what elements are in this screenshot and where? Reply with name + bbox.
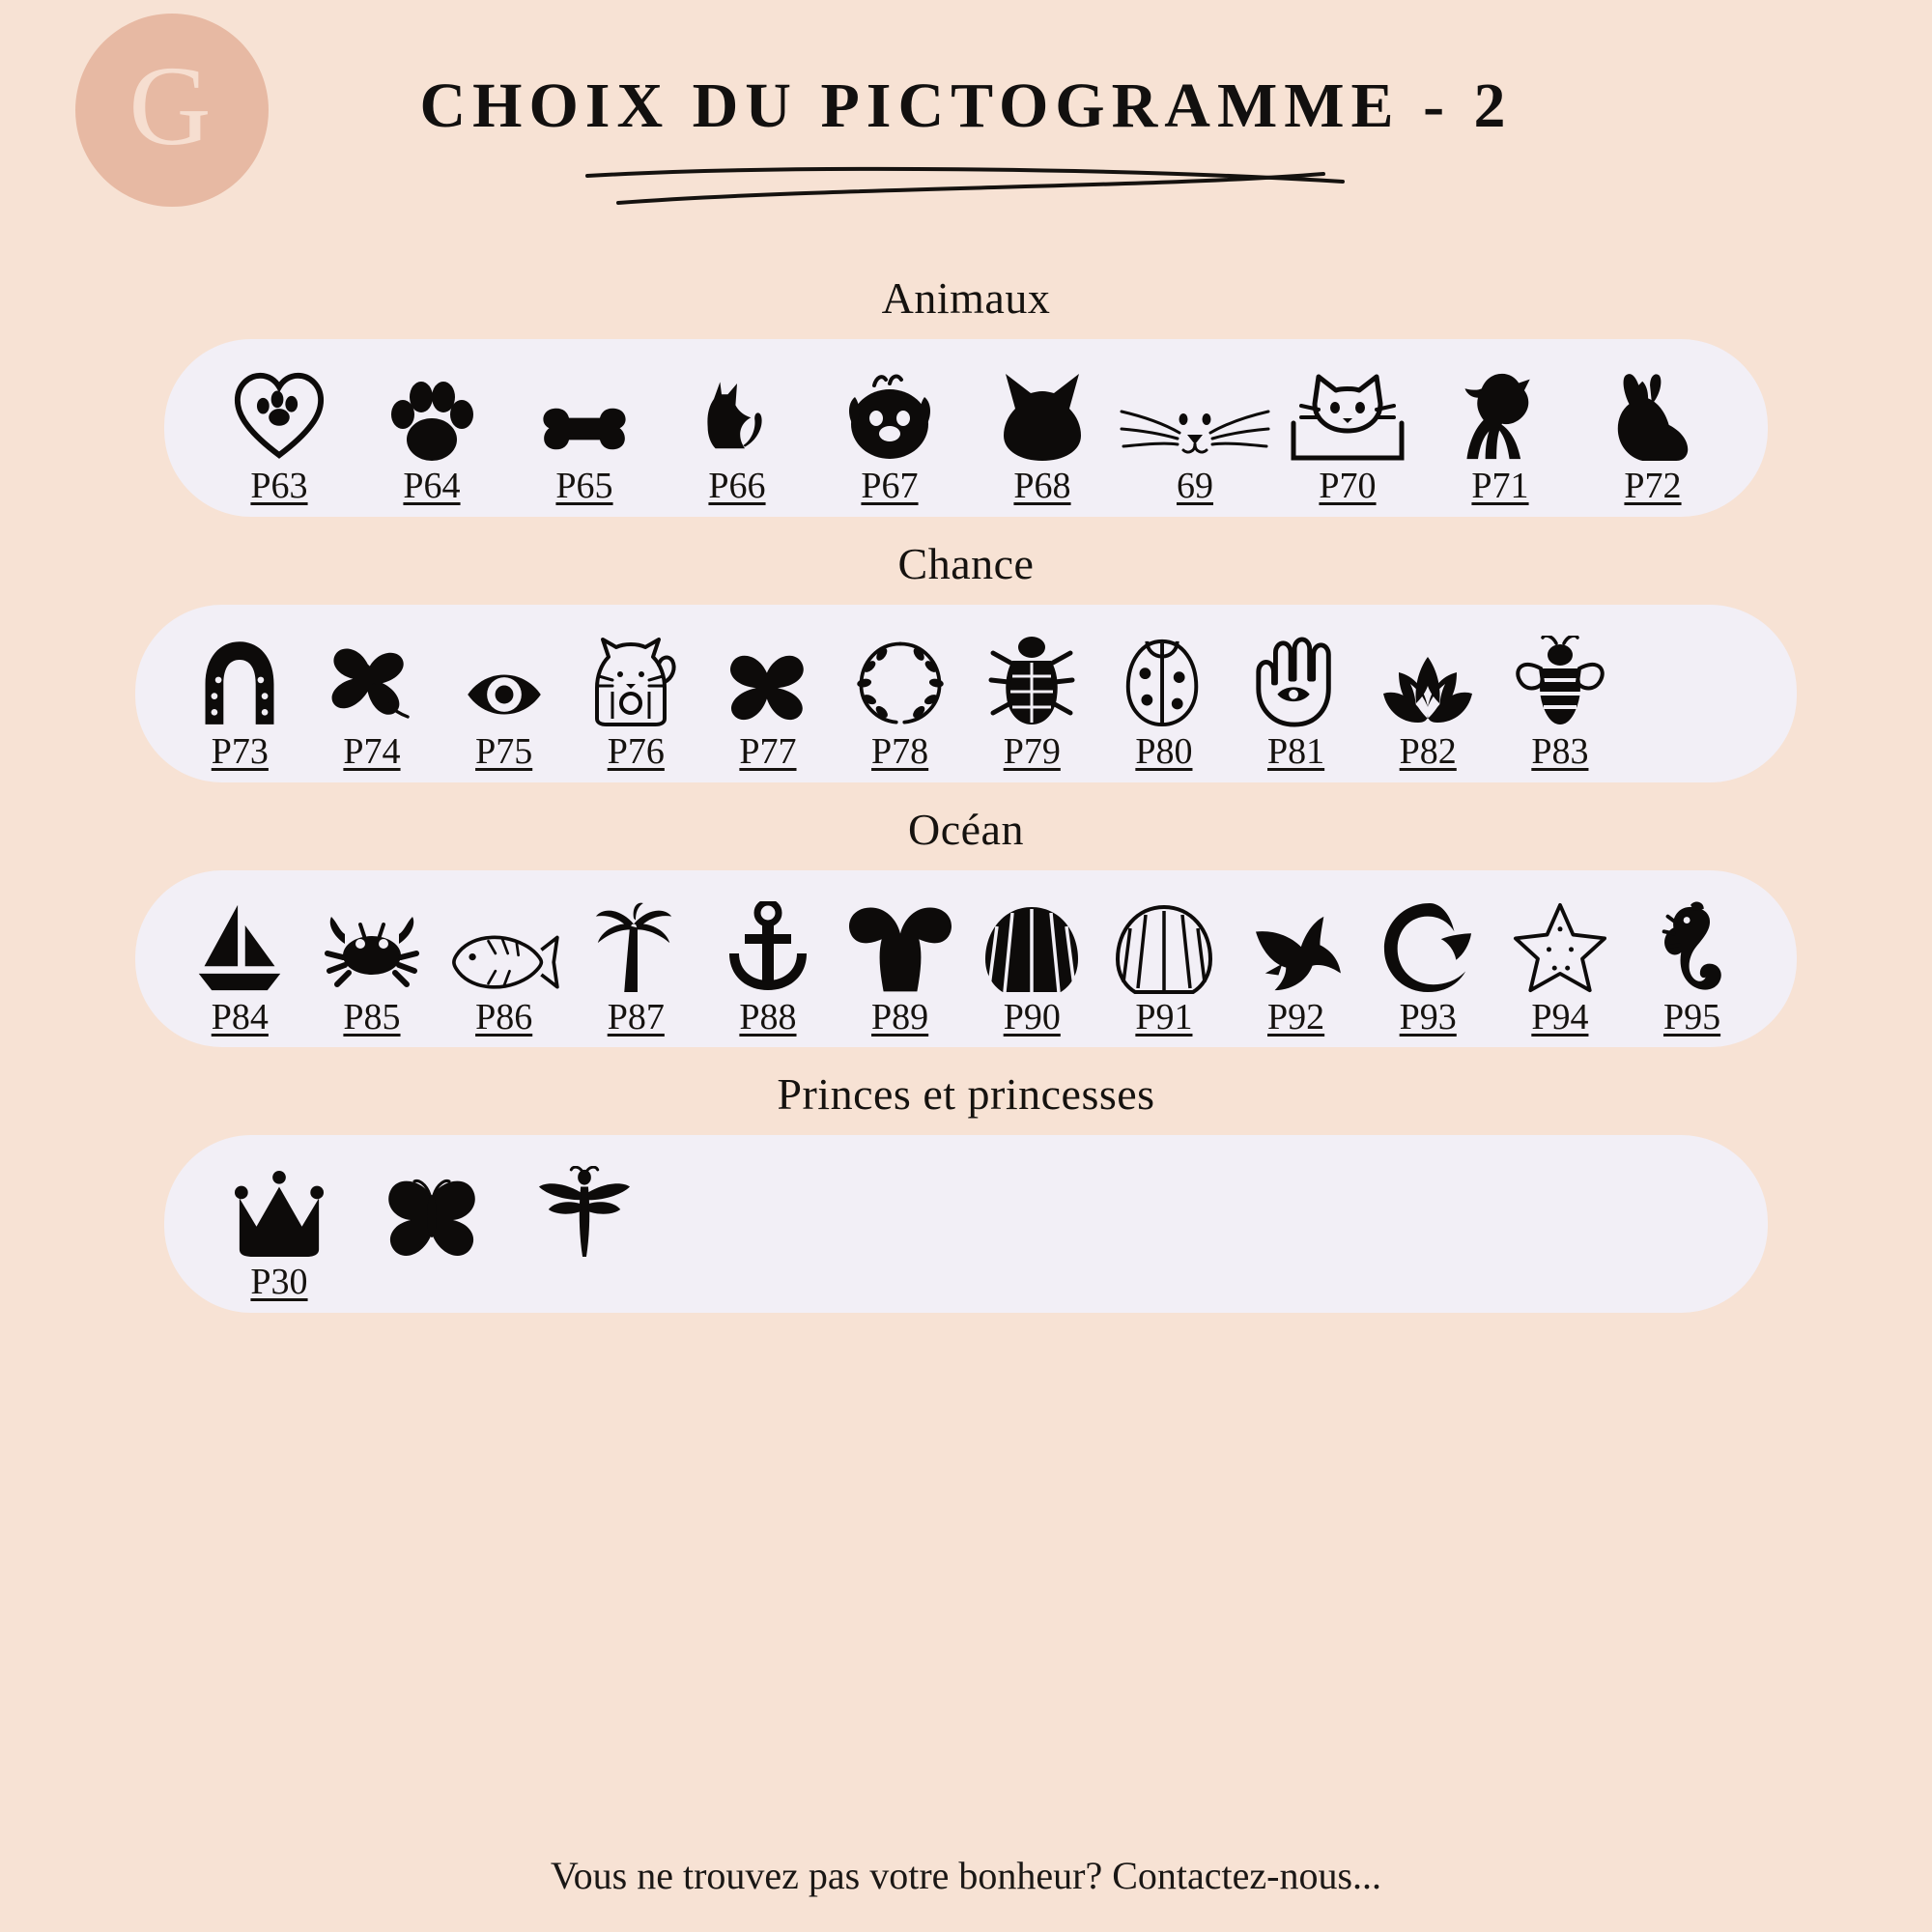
pictogram-code: P88 bbox=[739, 996, 797, 1037]
hamsa-hand-icon[interactable] bbox=[1250, 622, 1343, 728]
pictogram-code: P66 bbox=[708, 466, 766, 506]
pictogram-code: P77 bbox=[739, 730, 797, 772]
pictogram-list bbox=[203, 1152, 1729, 1303]
pictogram-code: P67 bbox=[861, 466, 919, 506]
sailboat-icon[interactable] bbox=[193, 888, 286, 994]
pictogram-code: P95 bbox=[1662, 996, 1721, 1037]
pictogram-item[interactable] bbox=[1494, 622, 1627, 773]
pictogram-band bbox=[135, 605, 1797, 782]
paw-print-icon[interactable] bbox=[382, 356, 482, 463]
pictogram-section bbox=[0, 1068, 1932, 1313]
footer-note: Vous ne trouvez pas votre bonheur? Contactez-nous... bbox=[550, 1854, 1382, 1897]
pictogram-section bbox=[0, 538, 1932, 782]
peeking-cat-icon[interactable] bbox=[1290, 356, 1406, 463]
pictogram-item[interactable] bbox=[1230, 622, 1362, 773]
pictogram-code: P78 bbox=[871, 730, 929, 772]
wave-icon[interactable] bbox=[1381, 888, 1474, 994]
scarab-icon[interactable] bbox=[987, 622, 1076, 728]
pictogram-code: 69 bbox=[1177, 466, 1213, 506]
pictogram-item[interactable] bbox=[1362, 888, 1494, 1038]
section-title: Princes et princesses bbox=[777, 1069, 1155, 1120]
pictogram-code: P79 bbox=[1003, 730, 1061, 772]
pictogram-code: P93 bbox=[1399, 996, 1457, 1037]
pictogram-code: P76 bbox=[607, 730, 665, 772]
pictogram-item[interactable] bbox=[966, 622, 1098, 773]
pictogram-list bbox=[174, 888, 1758, 1038]
crab-icon[interactable] bbox=[324, 888, 420, 994]
palm-tree-icon[interactable] bbox=[589, 888, 682, 994]
page-title: CHOIX DU PICTOGRAMME - 2 bbox=[419, 71, 1513, 141]
pictogram-code: P64 bbox=[403, 466, 461, 506]
pictogram-band bbox=[135, 870, 1797, 1048]
pictogram-item[interactable] bbox=[570, 622, 702, 773]
pictogram-list bbox=[203, 356, 1729, 507]
pictogram-code: P94 bbox=[1531, 996, 1589, 1037]
four-leaf-clover-icon[interactable] bbox=[722, 622, 814, 728]
pictogram-code: P81 bbox=[1267, 730, 1325, 772]
pictogram-item[interactable] bbox=[1271, 356, 1424, 507]
pictogram-code: P73 bbox=[211, 730, 269, 772]
pictogram-band bbox=[164, 1135, 1768, 1313]
section-title: Chance bbox=[897, 538, 1035, 588]
rabbit-icon[interactable] bbox=[1611, 356, 1694, 463]
heart-paw-icon[interactable] bbox=[231, 356, 327, 463]
pictogram-code: P63 bbox=[250, 466, 308, 506]
cat-sitting-icon[interactable] bbox=[698, 356, 776, 463]
pictogram-item[interactable] bbox=[834, 622, 966, 773]
pictogram-item[interactable] bbox=[702, 888, 835, 1038]
pictogram-code: P92 bbox=[1267, 996, 1325, 1037]
pictogram-item[interactable] bbox=[1626, 888, 1758, 1038]
pictogram-item[interactable] bbox=[1230, 888, 1362, 1038]
pictogram-code: P87 bbox=[607, 996, 665, 1037]
sections-container bbox=[0, 272, 1932, 1334]
section-title: Animaux bbox=[881, 273, 1051, 323]
ladybug-icon[interactable] bbox=[1120, 622, 1208, 728]
pictogram-item[interactable] bbox=[1098, 622, 1231, 773]
bone-icon[interactable] bbox=[526, 356, 642, 463]
fish-icon[interactable] bbox=[444, 888, 564, 994]
bee-icon[interactable] bbox=[1514, 622, 1606, 728]
pictogram-item[interactable] bbox=[174, 622, 306, 773]
starfish-icon[interactable] bbox=[1512, 888, 1608, 994]
dolphin-icon[interactable] bbox=[1250, 888, 1343, 994]
pictogram-code: P71 bbox=[1471, 466, 1529, 506]
pictogram-item[interactable] bbox=[438, 888, 570, 1038]
clover-stem-icon[interactable] bbox=[326, 622, 418, 728]
pictogram-code: P75 bbox=[475, 730, 533, 772]
crown-icon[interactable] bbox=[231, 1152, 327, 1259]
logo-letter: G bbox=[128, 43, 212, 169]
pictogram-item[interactable] bbox=[306, 888, 439, 1038]
pictogram-item[interactable] bbox=[1362, 622, 1494, 773]
pictogram-code: P91 bbox=[1135, 996, 1193, 1037]
pictogram-item[interactable] bbox=[203, 356, 355, 507]
pictogram-item[interactable] bbox=[1119, 356, 1271, 507]
maneki-neko-icon[interactable] bbox=[591, 622, 680, 728]
pictogram-item[interactable] bbox=[355, 1152, 508, 1303]
pictogram-code: P30 bbox=[250, 1262, 308, 1303]
pictogram-item[interactable] bbox=[203, 1152, 355, 1303]
pictogram-item[interactable] bbox=[570, 888, 702, 1038]
pictogram-item[interactable] bbox=[1577, 356, 1729, 507]
pictogram-item[interactable] bbox=[1424, 356, 1577, 507]
pictogram-item[interactable] bbox=[174, 888, 306, 1038]
horse-rearing-icon[interactable] bbox=[1456, 356, 1545, 463]
pictogram-code: P86 bbox=[475, 996, 533, 1037]
pictogram-list bbox=[174, 622, 1758, 773]
pictogram-code: P68 bbox=[1013, 466, 1071, 506]
pictogram-item[interactable] bbox=[306, 622, 439, 773]
pictogram-section bbox=[0, 804, 1932, 1048]
pictogram-code: P72 bbox=[1624, 466, 1682, 506]
pictogram-code: P82 bbox=[1399, 730, 1457, 772]
pictogram-code: P65 bbox=[555, 466, 613, 506]
pictogram-code: P85 bbox=[343, 996, 401, 1037]
pictogram-item[interactable] bbox=[355, 356, 508, 507]
pictogram-item[interactable] bbox=[1494, 888, 1627, 1038]
title-underline-decoration bbox=[580, 162, 1352, 209]
seahorse-icon[interactable] bbox=[1658, 888, 1727, 994]
pictogram-item[interactable] bbox=[813, 356, 966, 507]
pictogram-code: P90 bbox=[1003, 996, 1061, 1037]
whiskers-icon[interactable] bbox=[1118, 356, 1272, 463]
whale-tail-icon[interactable] bbox=[846, 888, 954, 994]
section-title: Océan bbox=[908, 804, 1024, 854]
pictogram-item[interactable] bbox=[661, 356, 813, 507]
pictogram-item[interactable] bbox=[508, 356, 661, 507]
pictogram-item[interactable] bbox=[1098, 888, 1231, 1038]
pictogram-band bbox=[164, 339, 1768, 517]
pictogram-code: P70 bbox=[1319, 466, 1377, 506]
pictogram-code: P74 bbox=[343, 730, 401, 772]
pictogram-item[interactable] bbox=[438, 622, 570, 773]
pictogram-item[interactable] bbox=[834, 888, 966, 1038]
lotus-icon[interactable] bbox=[1379, 622, 1476, 728]
pictogram-code: P89 bbox=[871, 996, 929, 1037]
anchor-icon[interactable] bbox=[722, 888, 814, 994]
horseshoe-icon[interactable] bbox=[193, 622, 286, 728]
pictogram-code: P83 bbox=[1531, 730, 1589, 772]
eye-icon[interactable] bbox=[464, 622, 545, 728]
dragonfly-icon[interactable] bbox=[536, 1152, 633, 1259]
pictogram-item[interactable] bbox=[966, 888, 1098, 1038]
scallop-shell-outline-icon[interactable] bbox=[1116, 888, 1212, 994]
scallop-shell-solid-icon[interactable] bbox=[983, 888, 1080, 994]
pictogram-section bbox=[0, 272, 1932, 517]
cat-head-icon[interactable] bbox=[996, 356, 1089, 463]
pug-face-icon[interactable] bbox=[843, 356, 936, 463]
pictogram-item[interactable] bbox=[508, 1152, 661, 1303]
pictogram-code: P80 bbox=[1135, 730, 1193, 772]
butterfly-icon[interactable] bbox=[384, 1152, 480, 1259]
pictogram-item[interactable] bbox=[702, 622, 835, 773]
pictogram-item[interactable] bbox=[966, 356, 1119, 507]
laurel-wreath-icon[interactable] bbox=[854, 622, 947, 728]
pictogram-code: P84 bbox=[211, 996, 269, 1037]
